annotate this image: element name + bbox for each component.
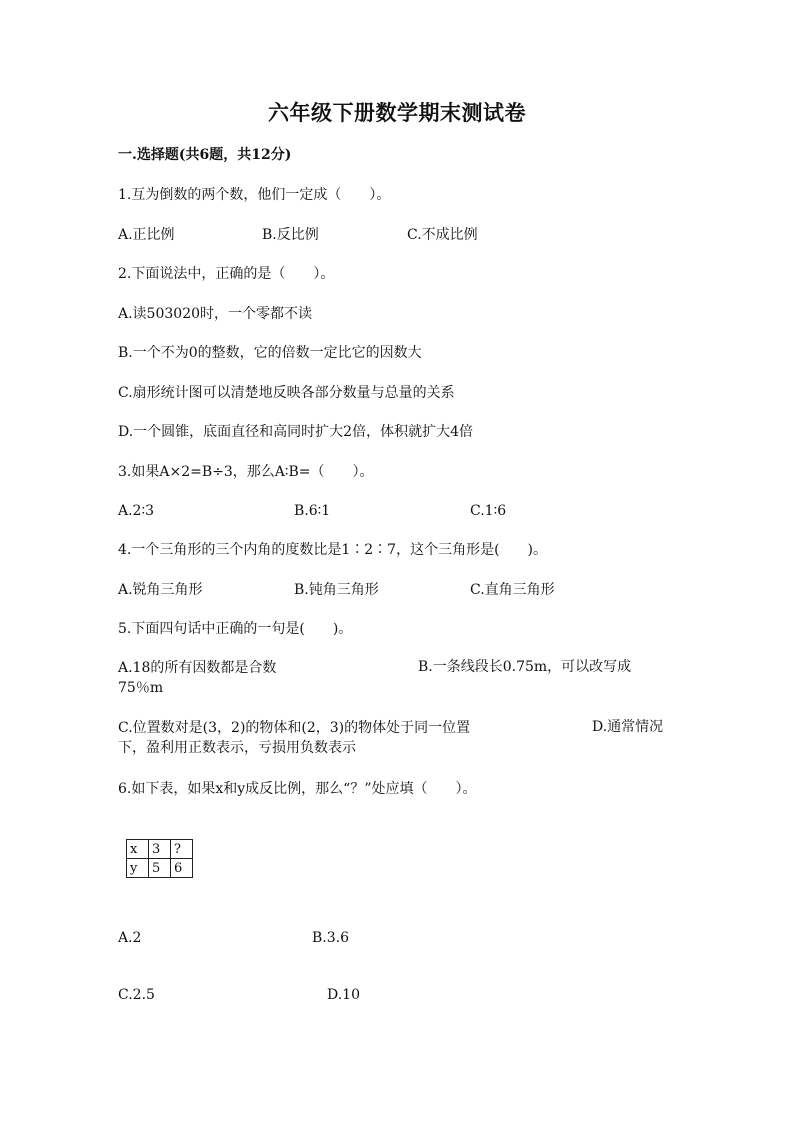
question-2-option-a: A.读503020时，一个零都不读 <box>118 306 313 322</box>
section-heading: 一.选择题(共6题，共12分) <box>118 147 292 163</box>
question-5-option-a: A.18的所有因数都是合数 <box>118 660 277 676</box>
table-row <box>127 859 193 878</box>
question-6-option-c: C.2.5 <box>118 987 155 1003</box>
question-4-stem: 4.一个三角形的三个内角的度数比是1∶2∶7，这个三角形是( )。 <box>118 542 548 558</box>
question-5-option-c: C.位置数对是(3，2)的物体和(2，3)的物体处于同一位置 <box>118 720 471 736</box>
question-3-stem: 3.如果A×2=B÷3，那么A∶B=（ ）。 <box>118 464 374 480</box>
question-5-stem: 5.下面四句话中正确的一句是( )。 <box>118 621 353 637</box>
question-5-option-d: D.通常情况下，盈利用正数表示，亏损用负数表示 <box>118 719 664 756</box>
question-3-option-b: B.6∶1 <box>294 503 331 519</box>
question-3-option-a: A.2∶3 <box>118 503 155 519</box>
table-cell: 6 <box>171 859 193 878</box>
question-6-option-d: D.10 <box>327 987 360 1003</box>
xy-table <box>126 839 193 878</box>
question-2-stem: 2.下面说法中，正确的是（ ）。 <box>118 266 335 282</box>
page-title: 六年级下册数学期末测试卷 <box>268 100 526 125</box>
question-6-stem: 6.如下表，如果x和y成反比例，那么“？”处应填（ ）。 <box>118 781 477 797</box>
table-row <box>127 840 193 859</box>
table-cell: x <box>127 840 149 859</box>
question-6-option-a: A.2 <box>118 930 142 946</box>
question-3-option-c: C.1∶6 <box>470 503 507 519</box>
question-4-option-c: C.直角三角形 <box>470 582 555 598</box>
table-cell: 5 <box>149 859 171 878</box>
question-2-option-b: B.一个不为0的整数，它的倍数一定比它的因数大 <box>118 345 422 361</box>
table-cell: y <box>127 859 149 878</box>
question-4-option-b: B.钝角三角形 <box>294 582 379 598</box>
question-6-option-b: B.3.6 <box>312 930 350 946</box>
question-2-option-d: D.一个圆锥，底面直径和高同时扩大2倍，体积就扩大4倍 <box>118 424 473 440</box>
question-1-option-c: C.不成比例 <box>407 227 478 243</box>
question-1-option-b: B.反比例 <box>262 227 319 243</box>
question-1-stem: 1.互为倒数的两个数，他们一定成（ ）。 <box>118 187 391 203</box>
question-2-option-c: C.扇形统计图可以清楚地反映各部分数量与总量的关系 <box>118 385 455 401</box>
table-cell: 3 <box>149 840 171 859</box>
question-1-option-a: A.正比例 <box>118 227 175 243</box>
question-5-option-b: B.一条线段长0.75m，可以改写成75％m <box>118 659 632 696</box>
question-4-option-a: A.锐角三角形 <box>118 582 203 598</box>
table-cell: ? <box>171 840 193 859</box>
